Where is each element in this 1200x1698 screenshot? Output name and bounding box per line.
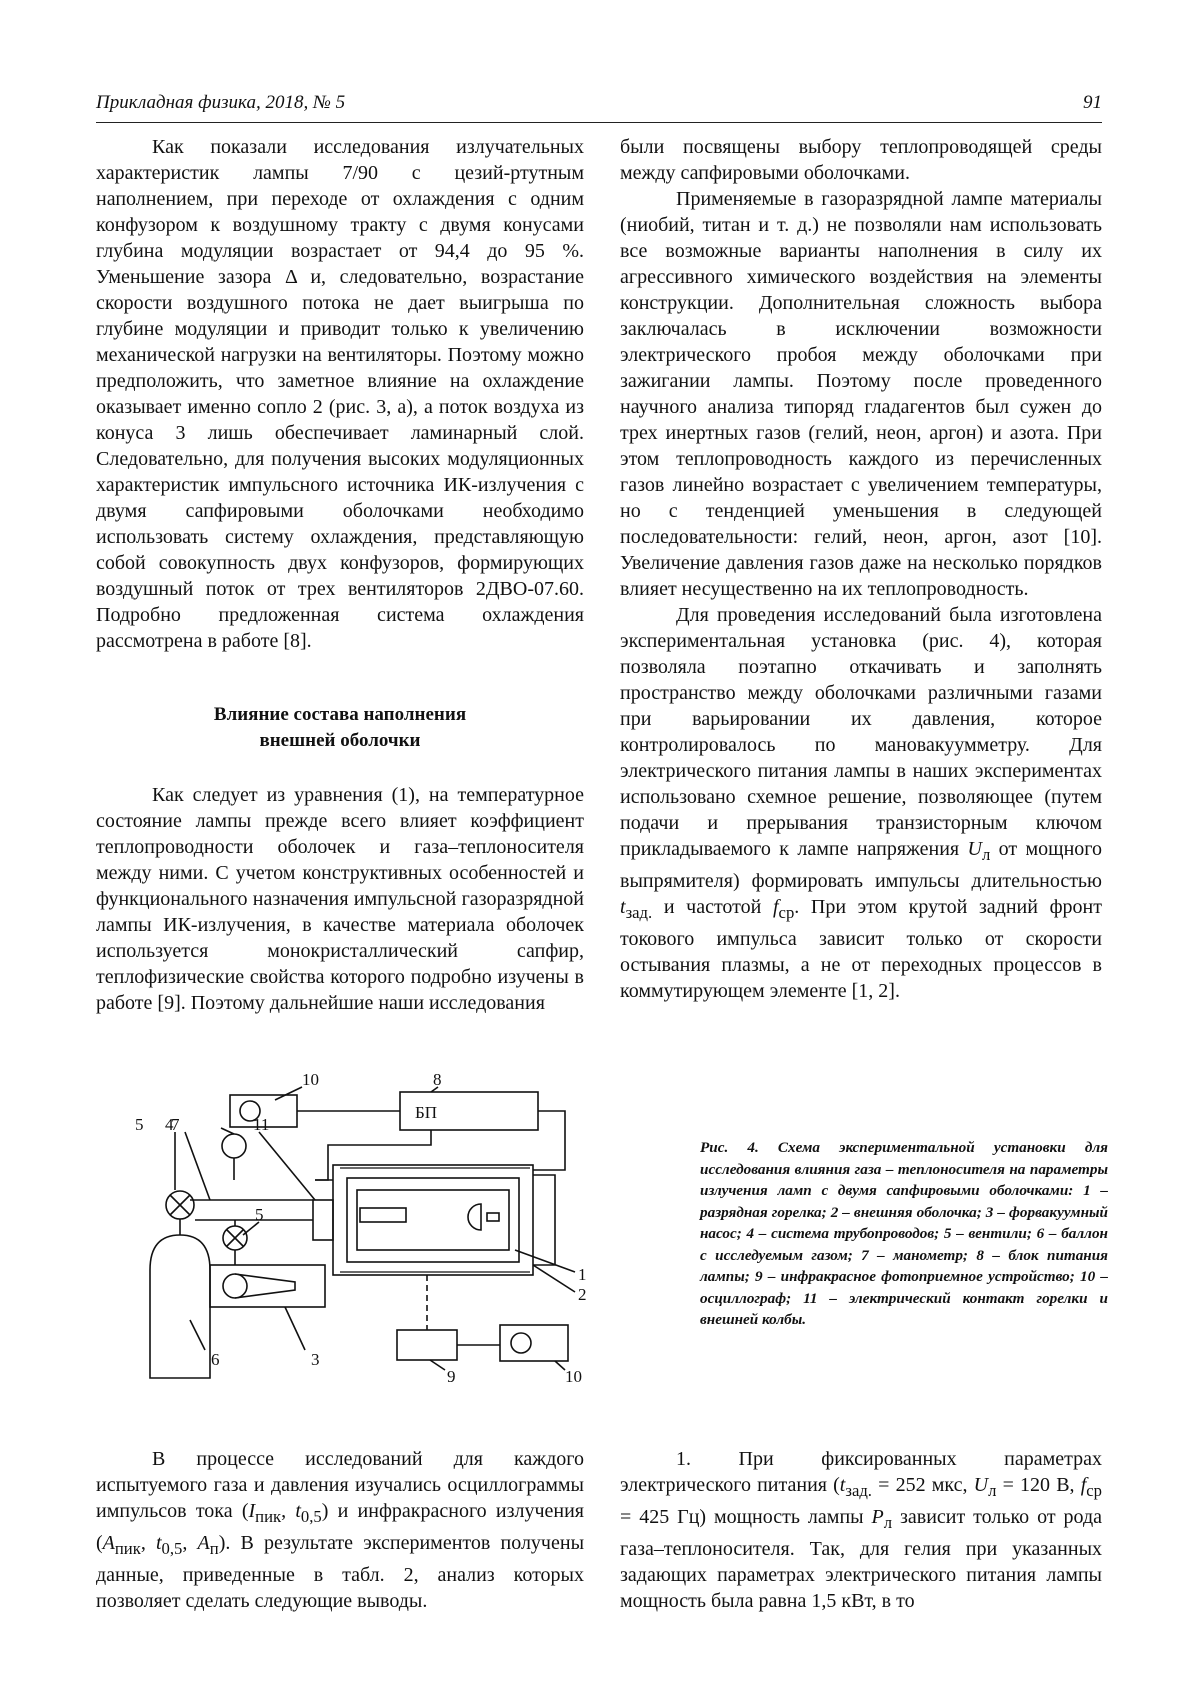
paragraph-continuation: были посвящены выбору теплопроводящей среды между сапфировыми оболочками. [620,136,1102,184]
label-7: 7 [171,1115,180,1134]
section-heading-line2: внешней оболочки [259,730,421,751]
label-2: 2 [578,1285,587,1304]
ir-detector [397,1330,457,1360]
paragraph-composition: Как следует из уравнения (1), на температурное состояние лампы прежде всего влияет коэффициент теплопроводности оболочек и газа–теплоносителя между ними. С учетом конструктивных особенностей и функционального назначения импульсной газоразрядной лампы ИК-излучения, в качестве материала оболочек используется монокристаллический сапфир, теплофизические свойства которого подробно изучены в работе [9]. Поэтому дальнейшие наши исследования [96,784,584,1014]
bottom-right-column [620,1446,1102,1614]
label-11: 11 [253,1115,270,1134]
right-column [620,134,1102,1004]
label-6: 6 [211,1350,220,1369]
paragraph-materials: Применяемые в газоразрядной лампе материалы (ниобий, титан и т. д.) не позволяли нам использовать все возможные варианты наполнения в силу их агрессивного химического воздействия на элементы конструкции. Дополнительная сложность выбора заключалась в исключении возможности электрического пробоя между оболочками при зажигании лампы. Поэтому после проведенного научного анализа типоряд гладагентов был сужен до трех инертных газов (гелий, неон, аргон) и азота. При этом теплопроводность каждого из перечисленных газов линейно возрастает с увеличением температуры, но с тенденцией уменьшения в следующей последовательности: гелий, неон, аргон, азот [10]. Увеличение давления газов даже на несколько порядков влияет несущественно на их теплопроводность. [620,188,1102,600]
manometer [222,1134,246,1158]
bottom-left-column [96,1446,584,1614]
label-10-bottom: 10 [565,1367,582,1386]
forvacuum-pump [210,1265,325,1307]
paragraph-oscillograms: В процессе исследований для каждого испытуемого газа и давления изучались осциллограммы импульсов тока ($I_{пик}$, $t_{0,5}$) и инфракрасного излучения ($A_{пик}$, $t_{0,5}$, $A_п$). В результате экспериментов получены данные, приведенные в табл. 2, анализ которых позволяет сделать следующие выводы. [96,1448,585,1612]
experimental-setup-diagram [135,1070,655,1420]
label-1: 1 [578,1265,587,1284]
outer-shell [333,1165,533,1275]
power-supply-label: БП [415,1103,438,1122]
paragraph-cooling: Как показали исследования излучательных характеристик лампы 7/90 с цезий-ртутным наполнением, при переходе от охлаждения с одним конфузором к воздушному тракту с двумя конусами глубина модуляции возрастает от 94,4 до 95 %. Уменьшение зазора Δ и, следовательно, возрастание скорости воздушного потока не дает выигрыша по глубине модуляции и приводит только к увеличению механической нагрузки на вентиляторы. Поэтому можно предположить, что заметное влияние на охлаждение оказывает именно сопло 2 (рис. 3, а), а поток воздуха из конуса 3 лишь обеспечивает ламинарный слой. Следовательно, для получения высоких модуляционных характеристик импульсного источника ИК-излучения с двумя сапфировыми оболочками необходимо использовать систему охлаждения, представляющую собой совокупность двух конфузоров, формирующих воздушный поток от трех вентиляторов 2ДВО-07.60. Подробно предложенная система охлаждения рассмотрена в работе [8]. [96,136,584,652]
gas-cylinder [150,1235,210,1378]
label-9: 9 [447,1367,456,1386]
running-header [96,88,1102,123]
label-10-top: 10 [302,1070,319,1089]
label-5-left: 5 [135,1115,144,1134]
page-number: 91 [1083,92,1102,113]
section-heading-line1: Влияние состава наполнения [213,704,467,725]
paragraph-conclusion-1: 1. При фиксированных параметрах электрического питания ($t_{зад.} = 252$ мкс, $U_л = 120$ В, $f_{ср} = 425$ Гц) мощность лампы $P_л$ зависит только от рода газа–теплоносителя. Так, для гелия при указанных задающих параметрах электрического питания лампы мощность была равна 1,5 кВт, в то [620,1448,1103,1612]
label-5-lower: 5 [255,1205,264,1224]
label-3: 3 [311,1350,320,1369]
left-column [96,134,584,1016]
figure-caption: Рис. 4. Схема экспериментальной установки для исследования влияния газа – теплоносителя на параметры излучения ламп с двумя сапфировыми оболочками: 1 – разрядная горелка; 2 – внешняя оболочка; 3 – форвакуумный насос; 4 – система трубопроводов; 5 – вентили; 6 – баллон с исследуемым газом; 7 – манометр; 8 – блок питания лампы; 9 – инфракрасное фотоприемное устройство; 10 – осциллограф; 11 – электрический контакт горелки и внешней колбы. [700,1139,1108,1328]
journal-title: Прикладная физика, 2018, № 5 [96,92,346,113]
paragraph-setup: Для проведения исследований была изготовлена экспериментальная установка (рис. 4), которая позволяла поэтапно откачивать и заполнять пространство между оболочками различными газами при варьировании их давления, которое контролировалось по мановакуумметру. Для электрического питания лампы в наших экспериментах использовано схемное решение, позволяющее (путем подачи и прерывания транзисторным ключом прикладываемого к лампе напряжения $U_л$ от мощного выпрямителя) формировать импульсы длительностью $t_{зад.}$ и частотой $f_{ср}$. При этом крутой задний фронт токового импульса зависит только от скорости остывания плазмы, а не от переходных процессов в коммутирующем элементе [1, 2]. [620,604,1102,1002]
label-8: 8 [433,1070,442,1089]
label-4: 4 [165,1115,174,1134]
